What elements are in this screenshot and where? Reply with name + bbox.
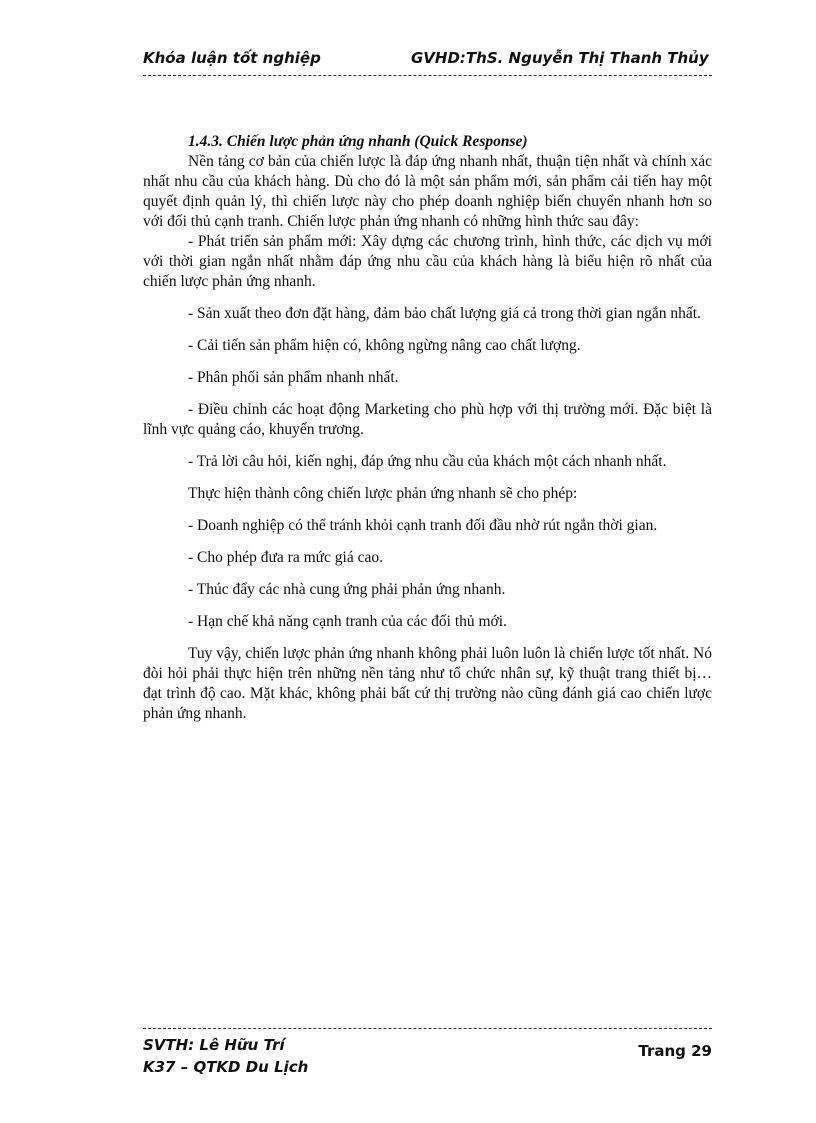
paragraph: Tuy vậy, chiến lược phản ứng nhanh không phải luôn luôn là chiến lược tốt nhất. Nó đòi hỏi phải thực hiện trên những nền tảng như tổ chức nhân sự, kỹ thuật trang thiết bị… đạt trình độ cao. Mặt khác, không phải bất cứ thị trường nào cũng đánh giá cao chiến lược phản ứng nhanh. [143, 645, 712, 722]
page-number: Trang 29 [638, 1042, 712, 1060]
header-advisor: GVHD:ThS. Nguyễn Thị Thanh Thủy [411, 49, 709, 67]
footer-student: SVTH: Lê Hữu Trí [143, 1036, 285, 1054]
footer-divider [143, 1028, 712, 1029]
list-item: - Doanh nghiệp có thể tránh khỏi cạnh tranh đối đầu nhờ rút ngắn thời gian. [188, 517, 658, 534]
list-item: - Hạn chế khả năng cạnh tranh của các đối thủ mới. [188, 613, 507, 630]
header-thesis-title: Khóa luận tốt nghiệp [143, 49, 321, 67]
header-divider [143, 75, 712, 76]
list-item: - Điều chỉnh các hoạt động Marketing cho phù hợp với thị trường mới. Đặc biệt là lĩnh vực quảng cáo, khuyến trương. [143, 401, 712, 438]
list-item: - Cho phép đưa ra mức giá cao. [188, 549, 383, 566]
section-heading: 1.4.3. Chiến lược phản ứng nhanh (Quick Response) [188, 133, 528, 150]
footer-class: K37 – QTKD Du Lịch [143, 1058, 309, 1076]
list-item: - Trả lời câu hỏi, kiến nghị, đáp ứng nhu cầu của khách một cách nhanh nhất. [188, 453, 667, 470]
list-item: - Phân phối sản phẩm nhanh nhất. [188, 369, 399, 386]
page-body [143, 132, 712, 724]
list-item: - Thúc đẩy các nhà cung ứng phải phản ứng nhanh. [188, 581, 506, 598]
paragraph: Thực hiện thành công chiến lược phản ứng nhanh sẽ cho phép: [188, 485, 578, 502]
paragraph: Nền tảng cơ bản của chiến lược là đáp ứng nhanh nhất, thuận tiện nhất và chính xác nhất nhu cầu của khách hàng. Dù cho đó là một sản phẩm mới, sản phẩm cải tiến hay một quyết định quản lý, thì chiến lược này cho phép doanh nghiệp biến chuyển nhanh hơn so với đối thủ cạnh tranh. Chiến lược phản ứng nhanh có những hình thức sau đây: [143, 153, 712, 230]
list-item: - Sản xuất theo đơn đặt hàng, đảm bảo chất lượng giá cả trong thời gian ngắn nhất. [188, 305, 701, 322]
list-item: - Phát triển sản phẩm mới: Xây dựng các chương trình, hình thức, các dịch vụ mới với thời gian ngắn nhất nhằm đáp ứng nhu cầu của khách hàng là biểu hiện rõ nhất của chiến lược phản ứng nhanh. [143, 233, 712, 290]
list-item: - Cải tiến sản phẩm hiện có, không ngừng nâng cao chất lượng. [188, 337, 581, 354]
